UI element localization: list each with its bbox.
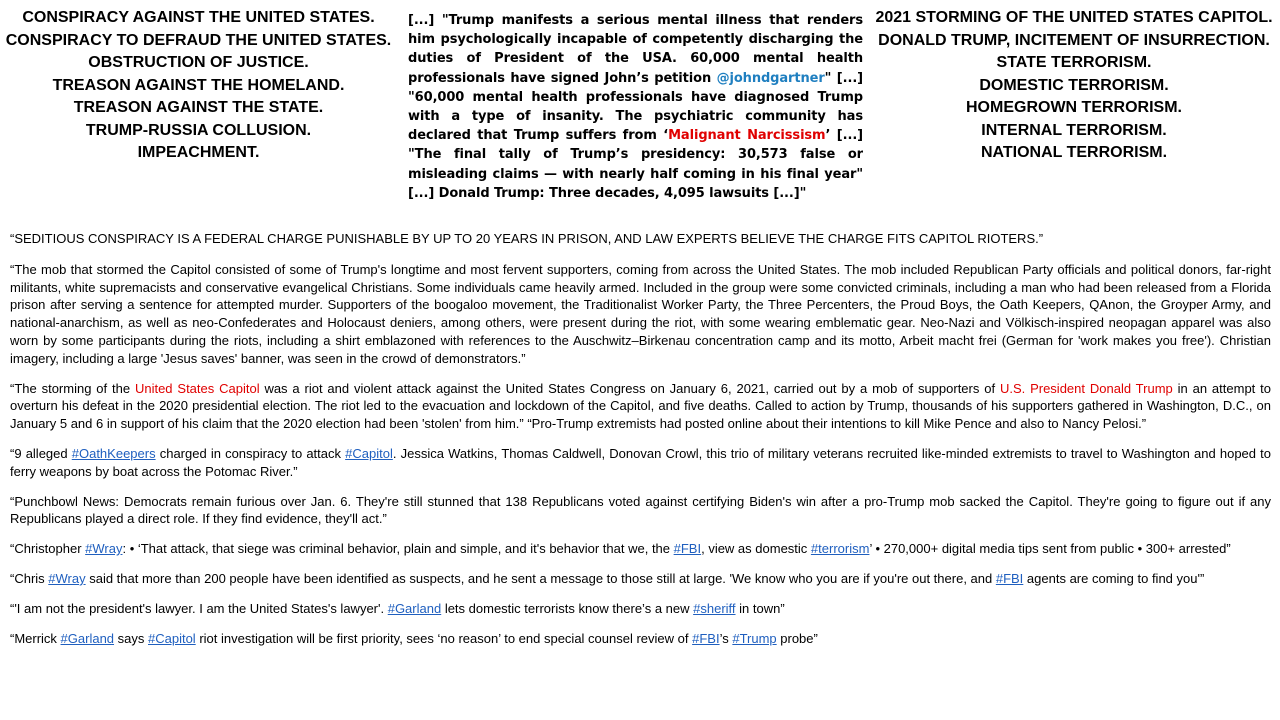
mental-health-paragraph <box>408 11 863 203</box>
quote-christopher-wray <box>10 540 1271 558</box>
quote-punchbowl-news: “Punchbowl News: Democrats remain furious over Jan. 6. They're still stunned that 138 Republicans voted against certifying Biden's win after a pro-Trump mob sacked the Capitol. They're going to figure out if any Republicans played a direct role. If they find evidence, they'll act.” <box>10 493 1271 527</box>
hashtag-capitol[interactable]: #Capitol <box>148 630 196 646</box>
quote-storming-capitol <box>10 380 1271 433</box>
hashtag-capitol[interactable]: #Capitol <box>345 445 393 461</box>
trump-link[interactable]: U.S. President Donald Trump <box>999 380 1173 396</box>
quote-text: charged in conspiracy to attack <box>155 445 346 461</box>
quote-text: riot investigation will be first priority, sees ‘no reason’ to end special counsel review of <box>195 630 693 646</box>
quote-seditious-conspiracy: “SEDITIOUS CONSPIRACY IS A FEDERAL CHARGE PUNISHABLE BY UP TO 20 YEARS IN PRISON, AND LAW EXPERTS BELIEVE THE CHARGE FITS CAPITOL RIOTERS.” <box>10 231 1044 246</box>
quote-text: probe” <box>776 630 818 646</box>
hashtag-fbi[interactable]: #FBI <box>995 570 1024 586</box>
hashtag-wray[interactable]: #Wray <box>48 570 86 586</box>
quote-text: in town” <box>735 600 785 616</box>
quote-mob-description: “The mob that stormed the Capitol consisted of some of Trump's longtime and most fervent supporters, coming from across the United States. The mob included Republican Party officials and political donors, far-right militants, white supremacists and conservative evangelical Christians. Some individuals came heavily armed. Included in the group were some convicted criminals, including a man who had been released from a Florida prison after serving a sentence for attempted murder. Supporters of the boogaloo movement, the Traditionalist Worker Party, the Three Percenters, the Proud Boys, the Oath Keepers, QAnon, the Groyper Army, and national-anarchism, as well as neo-Confederates and Holocaust deniers, among others, were present during the riot, with some wearing emblematic gear. Neo-Nazi and Völkisch-inspired neopagan apparel was also worn by some participants during the riots, including a shirt emblazoned with references to the Auschwitz–Birkenau concentration camp and its motto, Arbeit macht frei (German for 'work makes you free'). Christian imagery, including a large 'Jesus saves' banner, was seen in the crowd of demonstrators.” <box>10 261 1271 366</box>
hashtag-fbi[interactable]: #FBI <box>692 630 720 646</box>
quote-text: lets domestic terrorists know there’s a new <box>441 600 694 616</box>
quote-garland-investigation <box>10 630 1271 648</box>
quotes-section <box>10 230 1271 659</box>
right-heading-list <box>872 7 1276 165</box>
quote-text: “Christopher <box>10 541 86 557</box>
quote-text: ’ • 270,000+ digital media tips sent from public • 300+ arrested” <box>869 541 1231 557</box>
heading-line: TRUMP-RUSSIA COLLUSION. <box>85 121 312 139</box>
quote-text: “The storming of the <box>10 380 135 396</box>
heading-line: HOMEGROWN TERRORISM. <box>966 99 1182 116</box>
quote-garland-lawyer <box>10 600 1271 618</box>
heading-line: DONALD TRUMP, INCITEMENT OF INSURRECTION. <box>878 31 1270 49</box>
capitol-link[interactable]: United States Capitol <box>134 380 260 396</box>
hashtag-fbi[interactable]: #FBI <box>673 541 702 557</box>
heading-line: TREASON AGAINST THE HOMELAND. <box>52 76 345 94</box>
quote-text: “9 alleged <box>10 445 72 461</box>
heading-line: INTERNAL TERRORISM. <box>981 121 1167 139</box>
heading-line: NATIONAL TERRORISM. <box>980 144 1168 161</box>
quote-text: ’s <box>719 630 733 646</box>
quote-text: agents are coming to find you'” <box>1023 570 1205 586</box>
heading-line: IMPEACHMENT. <box>137 144 260 161</box>
paragraph-text: ’ [...] "The final tally of Trump’s presidency: 30,573 false or misleading claims — with nearly half coming in his final year" [...] Donald Trump: Three decades, 4,095 lawsuits [...]" <box>408 128 863 201</box>
heading-line: CONSPIRACY TO DEFRAUD THE UNITED STATES. <box>5 31 392 49</box>
quote-text: . Jessica Watkins, Thomas Caldwell, Donovan Crowl, this trio of military veterans recruited like-minded extremists to travel to Washington and hoped to ferry weapons by boat across the Potomac River.” <box>10 445 1271 479</box>
twitter-handle-link[interactable]: @johndgartner <box>716 70 825 86</box>
quote-text: in an attempt to overturn his defeat in the 2020 presidential election. The riot led to the evacuation and lockdown of the Capitol, and five deaths. Called to action by Trump, thousands of his supporters gathered in Washington, D.C., on January 5 and 6 in support of his claim that the 2020 election had been 'stolen' from him.” “Pro-Trump extremists had posted online about their intentions to kill Mike Pence and also to Nancy Pelosi.” <box>10 380 1271 432</box>
hashtag-terrorism[interactable]: #terrorism <box>810 541 870 557</box>
quote-text: , view as domestic <box>701 541 811 557</box>
left-heading-list <box>0 7 397 165</box>
hashtag-wray[interactable]: #Wray <box>85 541 123 557</box>
quote-text: was a riot and violent attack against the United States Congress on January 6, 2021, carried out by a mob of supporters of <box>259 380 1000 396</box>
hashtag-trump[interactable]: #Trump <box>732 630 777 646</box>
hashtag-garland[interactable]: #Garland <box>60 630 115 646</box>
paragraph-text: [...] "Trump manifests a serious mental illness that renders him psychologically incapable of competently discharging the duties of President of the USA. 60,000 mental health professionals have signed John’s petition <box>408 13 863 86</box>
heading-line: DOMESTIC TERRORISM. <box>979 76 1169 94</box>
heading-line: CONSPIRACY AGAINST THE UNITED STATES. <box>22 9 375 26</box>
quote-text: says <box>114 630 148 646</box>
quote-chris-wray-suspects <box>10 570 1271 588</box>
quote-text: : • ‘That attack, that siege was criminal behavior, plain and simple, and it's behavior that we, the <box>122 541 674 557</box>
hashtag-sheriff[interactable]: #sheriff <box>693 600 736 616</box>
quote-text: “Merrick <box>10 630 61 646</box>
quote-oathkeepers <box>10 445 1271 481</box>
hashtag-garland[interactable]: #Garland <box>387 600 442 616</box>
heading-line: 2021 STORMING OF THE UNITED STATES CAPITOL. <box>875 9 1273 26</box>
quote-text: said that more than 200 people have been identified as suspects, and he sent a message to those still at large. 'We know who you are if you're out there, and <box>85 570 996 586</box>
quote-text: “'I am not the president's lawyer. I am the United States's lawyer'. <box>10 600 388 616</box>
quote-text: “Chris <box>10 570 49 586</box>
heading-line: STATE TERRORISM. <box>996 54 1152 71</box>
heading-line: OBSTRUCTION OF JUSTICE. <box>88 54 309 71</box>
paragraph-text: " [...] "60,000 mental health professionals have diagnosed Trump with a type of insanity. The psychiatric community has declared that Trump suffers from ‘ <box>408 70 863 144</box>
highlighted-term: Malignant Narcissism <box>668 128 826 144</box>
heading-line: TREASON AGAINST THE STATE. <box>73 99 324 116</box>
hashtag-oathkeepers[interactable]: #OathKeepers <box>71 445 156 461</box>
